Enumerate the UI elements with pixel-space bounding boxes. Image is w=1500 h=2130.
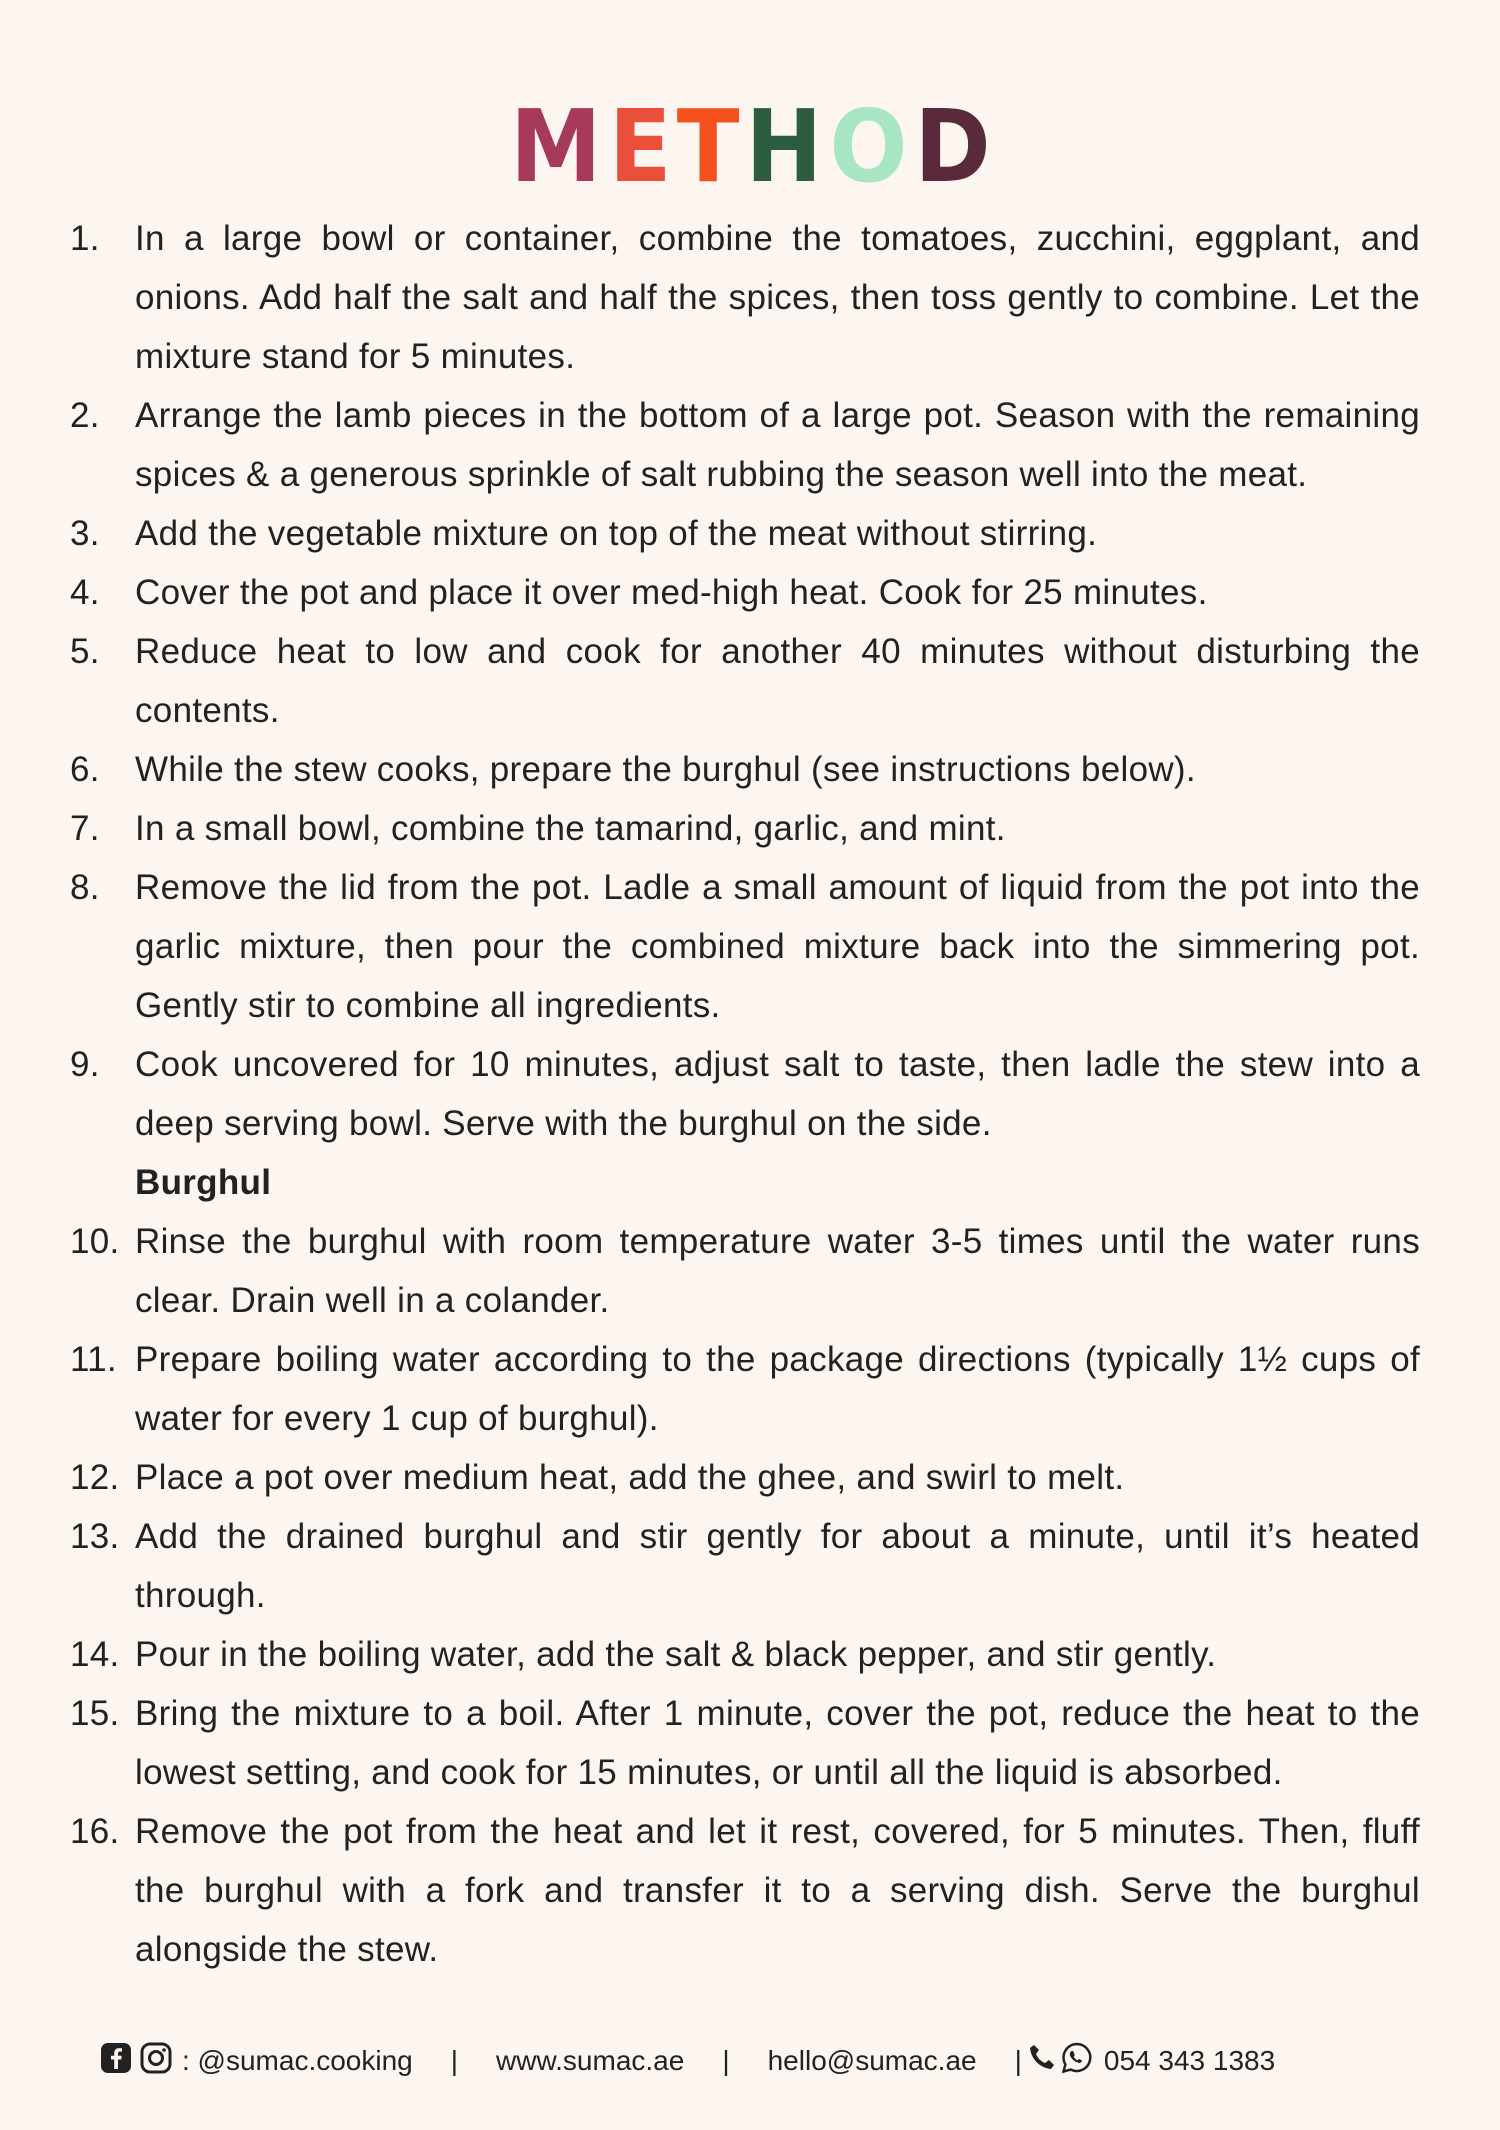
social-handle[interactable]: : @sumac.cooking: [182, 2045, 413, 2076]
instagram-icon[interactable]: [140, 2042, 172, 2081]
website-link[interactable]: www.sumac.ae: [496, 2045, 685, 2076]
whatsapp-icon: [1060, 2041, 1094, 2082]
footer-separator: |: [450, 2045, 459, 2076]
list-item: [70, 1684, 1420, 1802]
step-text: Rinse the burghul with room temperature water 3-5 times until the water runs clear. Drain well in a colander.: [135, 1222, 1420, 1320]
list-item: [70, 622, 1420, 740]
step-number: 12.: [70, 1458, 120, 1497]
step-number: 8.: [70, 868, 100, 907]
step-text: Add the drained burghul and stir gently for about a minute, until it’s heated through.: [135, 1517, 1420, 1615]
facebook-icon[interactable]: [100, 2042, 132, 2081]
title-letter-m: M: [510, 88, 602, 205]
list-item: [70, 1448, 1420, 1507]
list-item: [70, 858, 1420, 1035]
step-number: 3.: [70, 514, 100, 553]
list-item: [70, 740, 1420, 799]
step-number: 7.: [70, 809, 100, 848]
title-letter-t: T: [676, 88, 740, 205]
step-number: 14.: [70, 1635, 120, 1674]
list-item: [70, 799, 1420, 858]
step-text: In a small bowl, combine the tamarind, garlic, and mint.: [135, 809, 1006, 848]
phone-icon: [1028, 2043, 1056, 2080]
step-number: 10.: [70, 1222, 120, 1261]
footer-contact-bar: [100, 2036, 1275, 2086]
step-text: Pour in the boiling water, add the salt & black pepper, and stir gently.: [135, 1635, 1217, 1674]
step-number: 11.: [70, 1340, 117, 1379]
list-item: [70, 563, 1420, 622]
list-item: [70, 1212, 1420, 1330]
footer-separator: |: [722, 2045, 730, 2076]
list-item: [70, 1507, 1420, 1625]
list-item: [70, 1035, 1420, 1153]
step-text: While the stew cooks, prepare the burghul (see instructions below).: [135, 750, 1196, 789]
list-item: [70, 209, 1420, 386]
step-number: 9.: [70, 1045, 100, 1084]
step-text: In a large bowl or container, combine the tomatoes, zucchini, eggplant, and onions. Add half the salt and half the spices, then toss gently to combine. Let the mixture stand for 5 minutes.: [135, 219, 1420, 376]
burghul-subheading: Burghul: [135, 1163, 272, 1202]
title-letter-e: E: [608, 88, 672, 205]
step-text: Prepare boiling water according to the package directions (typically 1½ cups of water for every 1 cup of burghul).: [135, 1340, 1420, 1438]
page-title: [0, 88, 1500, 205]
list-item: [70, 386, 1420, 504]
step-text: Cover the pot and place it over med-high heat. Cook for 25 minutes.: [135, 573, 1208, 612]
method-steps-list: [70, 209, 1420, 1979]
phone-number[interactable]: 054 343 1383: [1103, 2045, 1276, 2076]
footer-separator: |: [1014, 2045, 1022, 2076]
step-text: Bring the mixture to a boil. After 1 minute, cover the pot, reduce the heat to the lowest setting, and cook for 15 minutes, or until all the liquid is absorbed.: [135, 1694, 1420, 1792]
step-text: Add the vegetable mixture on top of the meat without stirring.: [135, 514, 1098, 553]
list-item: [70, 1625, 1420, 1684]
step-number: 4.: [70, 573, 100, 612]
list-item: [70, 504, 1420, 563]
title-letter-h: H: [745, 88, 823, 205]
step-number: 1.: [70, 219, 100, 258]
step-text: Place a pot over medium heat, add the ghee, and swirl to melt.: [135, 1458, 1125, 1497]
title-letter-o: O: [829, 88, 908, 205]
title-letter-d: D: [914, 88, 991, 205]
step-number: 15.: [70, 1694, 120, 1733]
step-number: 13.: [70, 1517, 120, 1556]
step-number: 6.: [70, 750, 100, 789]
step-text: Remove the lid from the pot. Ladle a small amount of liquid from the pot into the garlic mixture, then pour the combined mixture back into the simmering pot. Gently stir to combine all ingredients.: [135, 868, 1420, 1025]
step-text: Arrange the lamb pieces in the bottom of a large pot. Season with the remaining spices & a generous sprinkle of salt rubbing the season well into the meat.: [135, 396, 1420, 494]
email-link[interactable]: hello@sumac.ae: [767, 2045, 977, 2076]
list-item: [70, 1330, 1420, 1448]
list-item: [70, 1802, 1420, 1979]
step-number: 16.: [70, 1812, 120, 1851]
step-text: Cook uncovered for 10 minutes, adjust salt to taste, then ladle the stew into a deep serving bowl. Serve with the burghul on the side.: [135, 1045, 1420, 1143]
step-text: Reduce heat to low and cook for another 40 minutes without disturbing the contents.: [135, 632, 1420, 730]
step-number: 2.: [70, 396, 100, 435]
step-text: Remove the pot from the heat and let it rest, covered, for 5 minutes. Then, fluff the burghul with a fork and transfer it to a serving dish. Serve the burghul alongside the stew.: [135, 1812, 1420, 1969]
step-number: 5.: [70, 632, 100, 671]
